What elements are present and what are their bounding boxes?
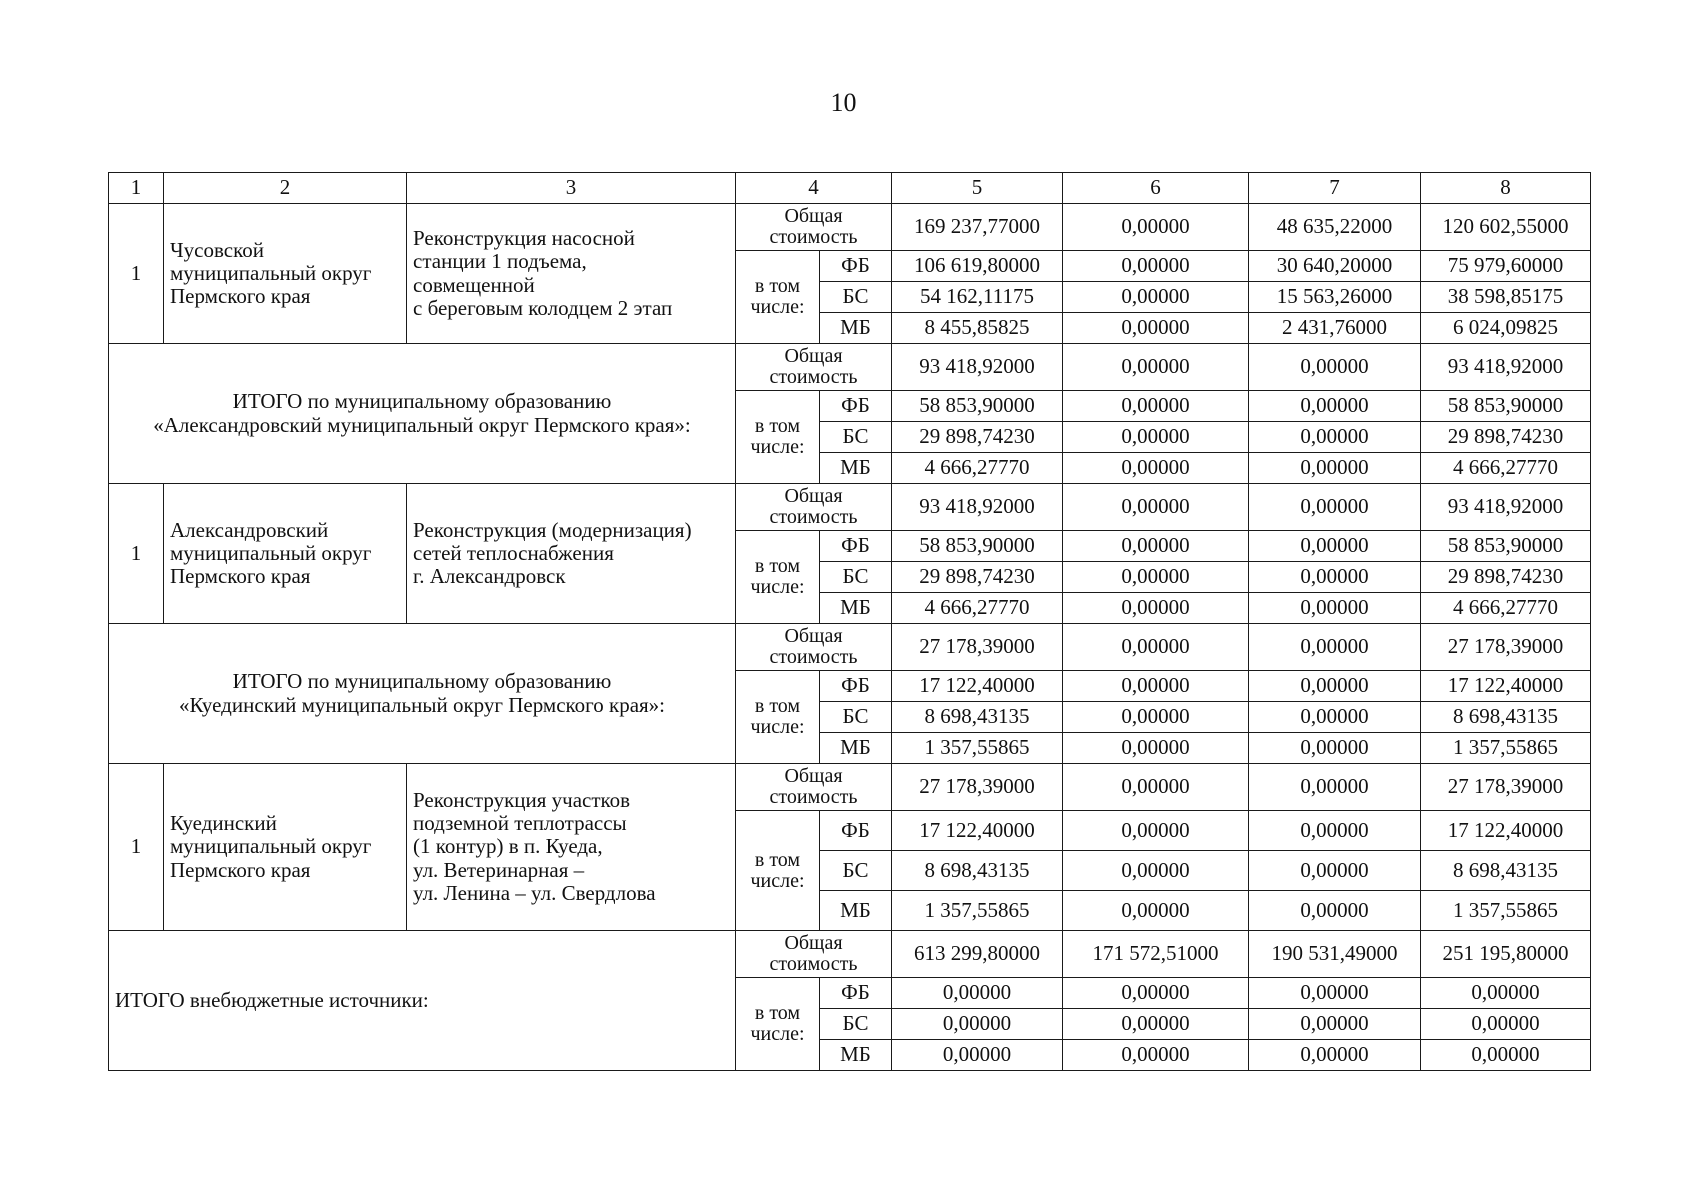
fund-value-col-8: 29 898,74230 [1421, 562, 1591, 593]
total-cost-label: Общая стоимость [736, 484, 892, 531]
total-value-col-6: 0,00000 [1063, 624, 1249, 671]
including-label: в том числе: [736, 811, 820, 931]
fund-value-col-7: 0,00000 [1249, 391, 1421, 422]
fund-value-col-8: 58 853,90000 [1421, 391, 1591, 422]
fund-value-col-7: 0,00000 [1249, 851, 1421, 891]
including-label: в том числе: [736, 391, 820, 484]
header-row [109, 173, 1591, 204]
including-label: в том числе: [736, 978, 820, 1071]
summary-label: ИТОГО внебюджетные источники: [109, 931, 736, 1071]
fund-value-col-5: 17 122,40000 [892, 671, 1063, 702]
header-col-1: 1 [109, 173, 164, 204]
page-number: 10 [830, 88, 857, 117]
summary-total-row [109, 624, 1591, 671]
fund-value-col-5: 17 122,40000 [892, 811, 1063, 851]
budget-table [108, 172, 1591, 1071]
total-value-col-6: 0,00000 [1063, 484, 1249, 531]
fund-value-col-6: 0,00000 [1063, 453, 1249, 484]
row-number: 1 [109, 204, 164, 344]
fund-value-col-6: 0,00000 [1063, 593, 1249, 624]
fund-code: МБ [820, 1040, 892, 1071]
row-number: 1 [109, 484, 164, 624]
fund-value-col-8: 6 024,09825 [1421, 313, 1591, 344]
fund-code: ФБ [820, 391, 892, 422]
total-cost-label: Общая стоимость [736, 931, 892, 978]
fund-value-col-7: 0,00000 [1249, 702, 1421, 733]
fund-value-col-5: 8 455,85825 [892, 313, 1063, 344]
fund-value-col-6: 0,00000 [1063, 562, 1249, 593]
item-total-row [109, 764, 1591, 811]
fund-value-col-5: 58 853,90000 [892, 531, 1063, 562]
fund-value-col-5: 8 698,43135 [892, 702, 1063, 733]
total-value-col-8: 93 418,92000 [1421, 344, 1591, 391]
item-total-row [109, 484, 1591, 531]
fund-code: МБ [820, 313, 892, 344]
fund-value-col-8: 0,00000 [1421, 1009, 1591, 1040]
fund-value-col-7: 0,00000 [1249, 891, 1421, 931]
total-value-col-8: 251 195,80000 [1421, 931, 1591, 978]
header-col-5: 5 [892, 173, 1063, 204]
municipality-name: Куединский муниципальный округ Пермского края [164, 764, 407, 931]
fund-value-col-6: 0,00000 [1063, 1009, 1249, 1040]
fund-code: БС [820, 1009, 892, 1040]
fund-code: БС [820, 851, 892, 891]
total-value-col-8: 120 602,55000 [1421, 204, 1591, 251]
fund-value-col-7: 0,00000 [1249, 811, 1421, 851]
total-value-col-5: 93 418,92000 [892, 484, 1063, 531]
fund-code: МБ [820, 733, 892, 764]
total-value-col-5: 613 299,80000 [892, 931, 1063, 978]
fund-code: ФБ [820, 671, 892, 702]
total-value-col-7: 0,00000 [1249, 624, 1421, 671]
total-value-col-6: 0,00000 [1063, 204, 1249, 251]
summary-total-row [109, 931, 1591, 978]
fund-code: ФБ [820, 978, 892, 1009]
fund-value-col-5: 54 162,11175 [892, 282, 1063, 313]
total-value-col-5: 169 237,77000 [892, 204, 1063, 251]
fund-code: МБ [820, 453, 892, 484]
total-cost-label: Общая стоимость [736, 204, 892, 251]
fund-value-col-7: 0,00000 [1249, 531, 1421, 562]
fund-value-col-8: 1 357,55865 [1421, 733, 1591, 764]
total-value-col-8: 27 178,39000 [1421, 764, 1591, 811]
fund-value-col-8: 17 122,40000 [1421, 811, 1591, 851]
fund-value-col-5: 0,00000 [892, 1009, 1063, 1040]
fund-value-col-6: 0,00000 [1063, 282, 1249, 313]
total-value-col-7: 0,00000 [1249, 764, 1421, 811]
total-cost-label: Общая стоимость [736, 344, 892, 391]
total-value-col-5: 27 178,39000 [892, 624, 1063, 671]
including-label: в том числе: [736, 671, 820, 764]
header-col-7: 7 [1249, 173, 1421, 204]
item-total-row [109, 204, 1591, 251]
fund-code: БС [820, 562, 892, 593]
total-value-col-6: 0,00000 [1063, 344, 1249, 391]
fund-value-col-6: 0,00000 [1063, 851, 1249, 891]
fund-value-col-8: 0,00000 [1421, 978, 1591, 1009]
fund-value-col-6: 0,00000 [1063, 422, 1249, 453]
fund-value-col-6: 0,00000 [1063, 891, 1249, 931]
fund-value-col-7: 0,00000 [1249, 562, 1421, 593]
fund-value-col-7: 2 431,76000 [1249, 313, 1421, 344]
total-value-col-7: 48 635,22000 [1249, 204, 1421, 251]
fund-value-col-8: 4 666,27770 [1421, 453, 1591, 484]
header-col-4: 4 [736, 173, 892, 204]
fund-value-col-7: 0,00000 [1249, 733, 1421, 764]
fund-value-col-6: 0,00000 [1063, 733, 1249, 764]
fund-code: БС [820, 702, 892, 733]
fund-value-col-7: 30 640,20000 [1249, 251, 1421, 282]
fund-code: БС [820, 422, 892, 453]
total-value-col-8: 93 418,92000 [1421, 484, 1591, 531]
fund-value-col-6: 0,00000 [1063, 1040, 1249, 1071]
fund-value-col-7: 0,00000 [1249, 671, 1421, 702]
fund-value-col-8: 1 357,55865 [1421, 891, 1591, 931]
fund-code: ФБ [820, 251, 892, 282]
including-label: в том числе: [736, 251, 820, 344]
total-value-col-6: 171 572,51000 [1063, 931, 1249, 978]
fund-value-col-6: 0,00000 [1063, 702, 1249, 733]
fund-value-col-8: 29 898,74230 [1421, 422, 1591, 453]
summary-total-row [109, 344, 1591, 391]
fund-value-col-8: 4 666,27770 [1421, 593, 1591, 624]
municipality-name: Александровский муниципальный округ Пермского края [164, 484, 407, 624]
fund-code: ФБ [820, 811, 892, 851]
summary-label: ИТОГО по муниципальному образованию «Александровский муниципальный округ Пермского края»: [109, 344, 736, 484]
fund-value-col-6: 0,00000 [1063, 671, 1249, 702]
fund-value-col-5: 4 666,27770 [892, 453, 1063, 484]
header-col-8: 8 [1421, 173, 1591, 204]
fund-code: ФБ [820, 531, 892, 562]
fund-value-col-6: 0,00000 [1063, 978, 1249, 1009]
fund-value-col-8: 58 853,90000 [1421, 531, 1591, 562]
including-label: в том числе: [736, 531, 820, 624]
total-value-col-7: 0,00000 [1249, 344, 1421, 391]
total-value-col-6: 0,00000 [1063, 764, 1249, 811]
fund-code: МБ [820, 891, 892, 931]
total-value-col-8: 27 178,39000 [1421, 624, 1591, 671]
project-description: Реконструкция (модернизация) сетей теплоснабжения г. Александровск [407, 484, 736, 624]
total-cost-label: Общая стоимость [736, 764, 892, 811]
header-col-3: 3 [407, 173, 736, 204]
fund-value-col-8: 75 979,60000 [1421, 251, 1591, 282]
fund-value-col-7: 0,00000 [1249, 978, 1421, 1009]
fund-value-col-5: 29 898,74230 [892, 422, 1063, 453]
fund-value-col-8: 38 598,85175 [1421, 282, 1591, 313]
fund-value-col-6: 0,00000 [1063, 811, 1249, 851]
fund-value-col-8: 8 698,43135 [1421, 702, 1591, 733]
fund-value-col-5: 1 357,55865 [892, 891, 1063, 931]
fund-value-col-8: 0,00000 [1421, 1040, 1591, 1071]
fund-value-col-6: 0,00000 [1063, 391, 1249, 422]
fund-value-col-5: 58 853,90000 [892, 391, 1063, 422]
fund-value-col-5: 4 666,27770 [892, 593, 1063, 624]
fund-code: МБ [820, 593, 892, 624]
project-description: Реконструкция насосной станции 1 подъема, совмещенной с береговым колодцем 2 этап [407, 204, 736, 344]
fund-value-col-7: 0,00000 [1249, 453, 1421, 484]
fund-value-col-6: 0,00000 [1063, 531, 1249, 562]
fund-value-col-6: 0,00000 [1063, 251, 1249, 282]
total-value-col-5: 93 418,92000 [892, 344, 1063, 391]
fund-value-col-5: 0,00000 [892, 978, 1063, 1009]
fund-value-col-5: 0,00000 [892, 1040, 1063, 1071]
total-value-col-5: 27 178,39000 [892, 764, 1063, 811]
project-description: Реконструкция участков подземной теплотрассы (1 контур) в п. Куеда, ул. Ветеринарная – ул. Ленина – ул. Свердлова [407, 764, 736, 931]
fund-value-col-7: 0,00000 [1249, 1040, 1421, 1071]
fund-value-col-8: 17 122,40000 [1421, 671, 1591, 702]
fund-value-col-7: 15 563,26000 [1249, 282, 1421, 313]
fund-value-col-5: 1 357,55865 [892, 733, 1063, 764]
fund-value-col-7: 0,00000 [1249, 422, 1421, 453]
fund-value-col-5: 106 619,80000 [892, 251, 1063, 282]
header-col-2: 2 [164, 173, 407, 204]
total-cost-label: Общая стоимость [736, 624, 892, 671]
fund-value-col-7: 0,00000 [1249, 1009, 1421, 1040]
fund-value-col-6: 0,00000 [1063, 313, 1249, 344]
header-col-6: 6 [1063, 173, 1249, 204]
summary-label: ИТОГО по муниципальному образованию «Куединский муниципальный округ Пермского края»: [109, 624, 736, 764]
total-value-col-7: 0,00000 [1249, 484, 1421, 531]
fund-code: БС [820, 282, 892, 313]
fund-value-col-5: 8 698,43135 [892, 851, 1063, 891]
fund-value-col-8: 8 698,43135 [1421, 851, 1591, 891]
total-value-col-7: 190 531,49000 [1249, 931, 1421, 978]
fund-value-col-7: 0,00000 [1249, 593, 1421, 624]
municipality-name: Чусовской муниципальный округ Пермского края [164, 204, 407, 344]
fund-value-col-5: 29 898,74230 [892, 562, 1063, 593]
row-number: 1 [109, 764, 164, 931]
